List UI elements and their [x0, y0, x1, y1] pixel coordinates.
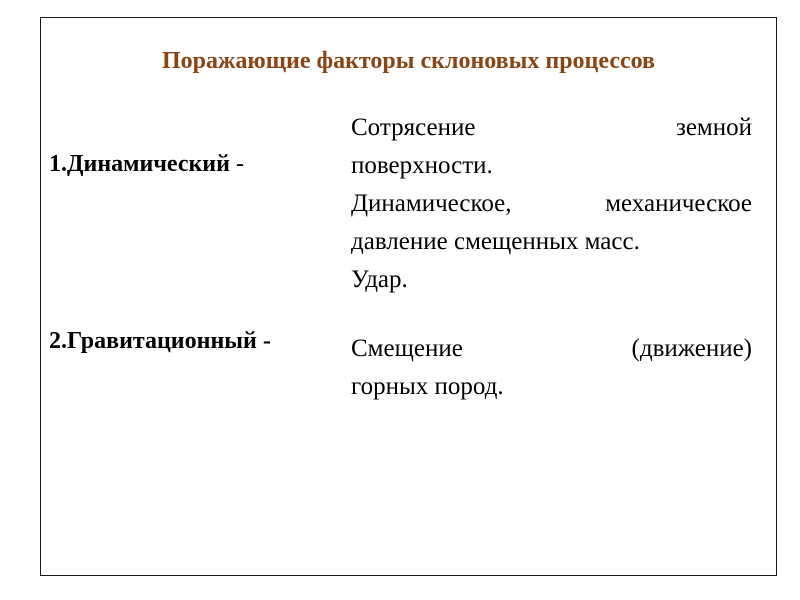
description-line: давление смещенных масс. [351, 228, 640, 255]
factor-term-gravitational [49, 326, 271, 356]
description-line [351, 330, 752, 368]
description-word: земной [675, 114, 752, 141]
factor-description-dynamic [351, 109, 752, 299]
description-word: (движение) [631, 335, 752, 362]
factor-description-gravitational [351, 330, 752, 406]
factor-term-dynamic [49, 149, 244, 179]
factor-term-label: 1.Динамический [49, 151, 230, 177]
description-line: горных пород. [351, 373, 504, 400]
description-word: Смещение [351, 335, 463, 362]
factor-term-label: 2.Гравитационный [49, 328, 257, 354]
slide-frame [40, 17, 777, 576]
description-line [351, 109, 752, 147]
description-word: Динамическое, [351, 190, 512, 217]
description-line: Удар. [351, 266, 408, 293]
description-line [351, 185, 752, 223]
factor-term-dash: - [256, 328, 271, 354]
description-line: поверхности. [351, 152, 493, 179]
slide-title: Поражающие факторы склоновых процессов [162, 48, 655, 74]
description-word: механическое [605, 190, 752, 217]
description-word: Сотрясение [351, 114, 476, 141]
factor-term-dash: - [229, 151, 244, 177]
